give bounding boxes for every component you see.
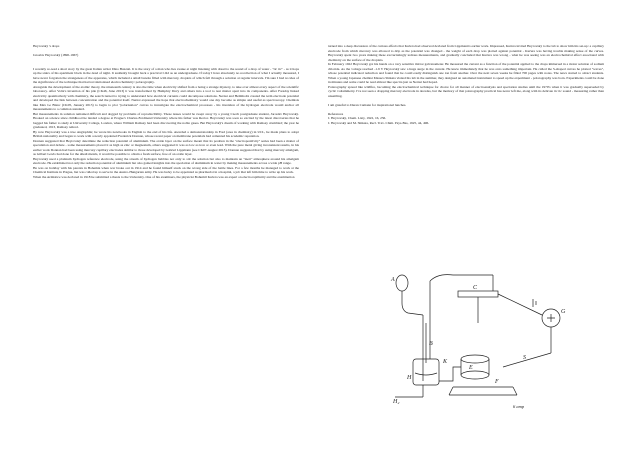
paragraph: He was on holiday with his parents in Bohemia when war broke out in 1914 and he found himself stuck on the wrong side of the battle lines. For a few months he managed to work at the Chemical Institute in Prague, but was called up to serve in the Austro-Hungarian army. He was lucky to be appointed as pharmacist in a hospital, a job that left him time to write up his work.	[33, 165, 299, 174]
figure-label: S	[523, 355, 526, 361]
polarograph-figure	[383, 263, 583, 411]
figure-label: E	[469, 365, 473, 371]
references	[328, 112, 604, 126]
paragraph: Alongside the development of the atomic theory, the nineteenth century is also the time when electricity shifted from a being a strange mystery, to take over almost every aspect of the scientific laboratory. After Volta's invention of his pile (CK46, June 2013) it was transformed by Humphry Davy and others into a tool to tear matter apart into its components. After Faraday linked electricity quantitatively with chemistry, the search turned to trying to understand how electrical currents could decompose solutions. Nernst and Helmholtz created the term electrode potential and developed the link between concentration and the potential itself. Nernst expressed the hope that electrochemistry would one day become as simple and useful as spectroscopy. Chemists like Max Le Blanc (CK05, January 2013) to begin to plot "polarisation" curves to investigate the electrochemical processes - his invention of the hydrogen electrode would anchor all measurements to a common standard.	[33, 84, 299, 111]
figure-label: B	[429, 341, 433, 347]
paragraph: I recently re-read a short story by the great Italian writer Dino Buzzati. It is the story of a man who lies awake at night listening with dread to the sound of a drop of water - "tic tic" - as it hops up the stairs of his apartment block in the dead of night. It suddenly brought back a practical I did as an undergraduate. If today I have absolutely no recollection of what I actually measured, I have never forgotten the strangeness of the apparatus, which included a small burette filled with mercury, droplets of which fell through a solution at regular intervals. I'm sure I had no idea of the significance of the technique that had revolutionised electrochemistry: polarography.	[33, 66, 299, 84]
right-column	[328, 44, 604, 125]
reference-item: J. Heyrovský and M. Shikata, Recl. Trav. Chim. Pays-Bas, 1925, 44, 496.	[328, 120, 430, 125]
article-author: Jaroslav Heyrovský (1890-1967)	[33, 53, 79, 57]
reference-item: J. Heyrovský, Chem. Listy, 1922, 16, 256.	[328, 116, 387, 120]
references-heading: References	[328, 111, 344, 116]
apparatus-drawing	[383, 263, 583, 411]
figure-label: K	[443, 359, 448, 365]
figure-label: G	[561, 309, 566, 315]
figure-label: C	[473, 285, 478, 291]
paragraph: By now Heyrovský was a true Anglophile; he wrote his notebooks in English to the end of his life. Awarded a demonstratorship in Fred (area in chemistry) in UCL, he made plans to adopt British nationality and began to work with a newly appointed Frederick Donnan, whose recent paper on membrane potentials had cemented his academic reputation.	[33, 129, 299, 138]
paragraph: In February 1922 Heyrovský got his hands on a very sensitive mirror galvanometer. He measured the current as a function of the potential applied to the drops immersed in a molar solution of sodium chloride. As the voltage reached -1.9 V Heyrovský saw a huge surge in the current. He knew immediately that he was onto something important. He called the S-shaped curves he plotted "waves", whose potential indicated reduction and found that he could easily distinguish one ion from another. Over the next seven weeks he filled 700 pages with notes. The news started to attract students. When a young Japanese chemist Masuzo Shikata visited his lab in the summer, they designed an automated instrument to speed up the experiment - polarography was born. Experiments could be done in minutes and some could be read almost like spectra just as Nernst had hoped.	[328, 62, 604, 84]
paragraph: Heyrovský used a platinum hydrogen reference electrode, using the stream of hydrogen bubbles not only to stir the solution but also to maintain an "inert" atmosphere around his amalgam electrode. He established not only the reduction potential of aluminium but also gained insights into the speciation of aluminium in water by making measurements across a wide pH range.	[33, 156, 299, 165]
left-column	[33, 44, 299, 179]
figure-caption: 6 amp	[513, 404, 525, 409]
paragraph: But measurements in solution remained difficult and dogged by problems of reproducibility. These issues would be swept away by a young Czech postgraduate student, Jaroslav Heyrovský. Hooked on science since childhood he landed a degree at Prague's Charles-Ferdinand University where his father was Rector. Heyrovský was soon so excited by the latest discoveries that he begged his father to study at University College, London, where William Ramsay had been discovering the noble gases. But Heyrovský's dream of working with Ramsay crumbled; the year he graduated, 1913, Ramsay retired.	[33, 111, 299, 129]
figure-label: H₂	[393, 399, 400, 405]
paragraph: Donnan suggested that Heyrovský determine the reduction potential of aluminium. The oxide layer on the surface meant that its position in the "electropositivity" series had been a matter of speculation and debate - some measurements placed it as high as zinc or magnesium, others suggested it was as low as iron or even lead. With the pure metal giving inconsistent results, in his earlier work Donnan had been using mercury capillary electrodes similar to those developed by Gabriel Lippmann (see CK07-August 2013). Donnan suggested that by using mercury amalgam, as Gilbert Lewis had done for the alkali metals, it would be possible to obtain a fresh surface, free of an oxide layer.	[33, 138, 299, 156]
paragraph: Polarography spread like wildfire, becoming the electrochemical technique for choice for all manner of electroanalysis and speciation studies until the 1970's when it was gradually superseded by cyclic voltammetry. I've not seen a dropping mercury electrode in decades, but the memory of that polarography practical has never left me, along with its delicate tic tic sound - measuring rather than unsettling.	[328, 84, 604, 98]
figure-label: F	[495, 379, 499, 385]
acknowledgement: I am grateful to Duran Camann for inspirational lunches.	[328, 102, 407, 107]
paragraph: turned into a deep discussion of the curious effects that Kučera had observed deviated from Lippmann's earlier work. Impressed, Kučera invited Heyrovský to the lab to show him his set-up: a capillary electrode from which mercury was allowed to drip as the potential was changed - the weight of each drop was plotted against potential - Kučera was having trouble making sense of the curves. Heyrovský spent two years making these excruciatingly tedious measurements, and gradually concluded that Kučera was wrong - what he was seeing was an electrochemical effect associated with chemistry on the surface of the droplets.	[328, 44, 604, 62]
figure-label: A	[391, 277, 395, 283]
figure-label: H	[407, 375, 412, 381]
paragraph: When the Armistice was declared in 1918 he submitted a thesis to the University. One of his examiners, the physicist Bohumil Kučera was an expert on electrocapillarity and the examination	[33, 174, 295, 179]
article-title: Heyrovský 's drops	[33, 44, 60, 48]
